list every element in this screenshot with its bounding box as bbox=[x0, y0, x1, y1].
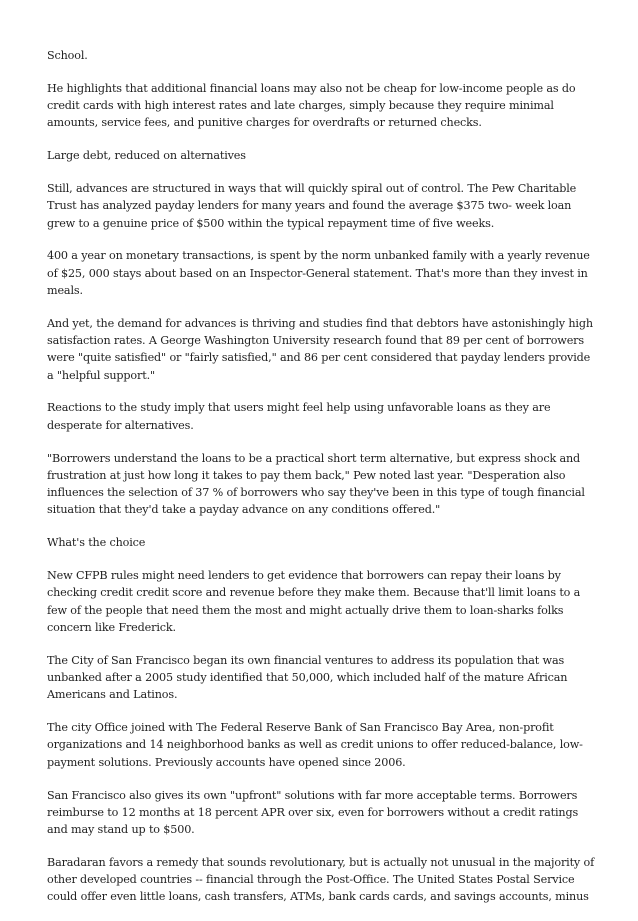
section-heading-large-debt: Large debt, reduced on alternatives bbox=[47, 149, 246, 163]
paragraph-san-francisco-ventures: The City of San Francisco began its own financial ventures to address its population that was unbanked after a 2005 study identified that 50,000, which included half of the mature African Americans and Latinos. bbox=[47, 653, 568, 702]
paragraph-pew-trust: Still, advances are structured in ways that will quickly spiral out of control. The Pew Charitable Trust has analyzed payday lenders for many years and found the average $375 two- week loan grew to a genuine price of $500 within the typical repayment time of five weeks. bbox=[47, 181, 577, 230]
paragraph-demand: And yet, the demand for advances is thriving and studies find that debtors have astonishingly high satisfaction rates. A George Washington University research found that 89 per cent of borrowers were "quite satisfied" or "fairly satisfied," and 86 per cent considered that payday lenders provide a "helpful support." bbox=[47, 316, 593, 382]
paragraph-financial-loans: He highlights that additional financial loans may also not be cheap for low-income people as do credit cards with high interest rates and late charges, simply because they require minimal amounts, service fees, and punitive charges for overdrafts or returned checks. bbox=[47, 81, 576, 130]
paragraph-unbanked-family: 400 a year on monetary transactions, is spent by the norm unbanked family with a yearly revenue of $25, 000 stays about based on an Inspector-General statement. That's more than they invest in meals. bbox=[47, 249, 590, 297]
paragraph-upfront-solutions: San Francisco also gives its own "upfront" solutions with far more acceptable terms. Borrowers reimburse to 12 months at 18 percent APR over six, even for borrowers without a credit ratings and may stand up to $500. bbox=[47, 788, 579, 837]
paragraph-borrowers-quote: "Borrowers understand the loans to be a practical short term alternative, but express shock and frustration at just how long it takes to pay them back," Pew noted last year. "Desperation also influences the selection of 37 % of borrowers who say they've been in this type of tough financial situation that they'd take a payday advance on any conditions offered." bbox=[47, 451, 585, 517]
paragraph-school: School. bbox=[47, 49, 88, 62]
paragraph-city-office: The city Office joined with The Federal Reserve Bank of San Francisco Bay Area, non-profit organizations and 14 neighborhood banks as well as credit unions to offer reduced-balance, low-payment solutions. Previously accounts have opened since 2006. bbox=[47, 721, 583, 769]
paragraph-baradaran: Baradaran favors a remedy that sounds revolutionary, but is actually not unusual in the majority of other developed countries -- financial through the Post-Office. The United States Postal Service could offer even little loans, cash transfers, ATMs, bank cards cards, and savings accounts, minus bbox=[47, 855, 595, 904]
paragraph-reactions: Reactions to the study imply that users might feel help using unfavorable loans as they are desperate for alternatives. bbox=[47, 401, 551, 432]
section-heading-choice: What's the choice bbox=[47, 536, 146, 550]
paragraph-cfpb-rules: New CFPB rules might need lenders to get evidence that borrowers can repay their loans by checking credit credit score and revenue before they make them. Because that'll limit loans to a few of the people that need them the most and might actually drive them to loan-sharks folks concern like Frederick. bbox=[47, 569, 581, 634]
document-page bbox=[47, 47, 595, 921]
